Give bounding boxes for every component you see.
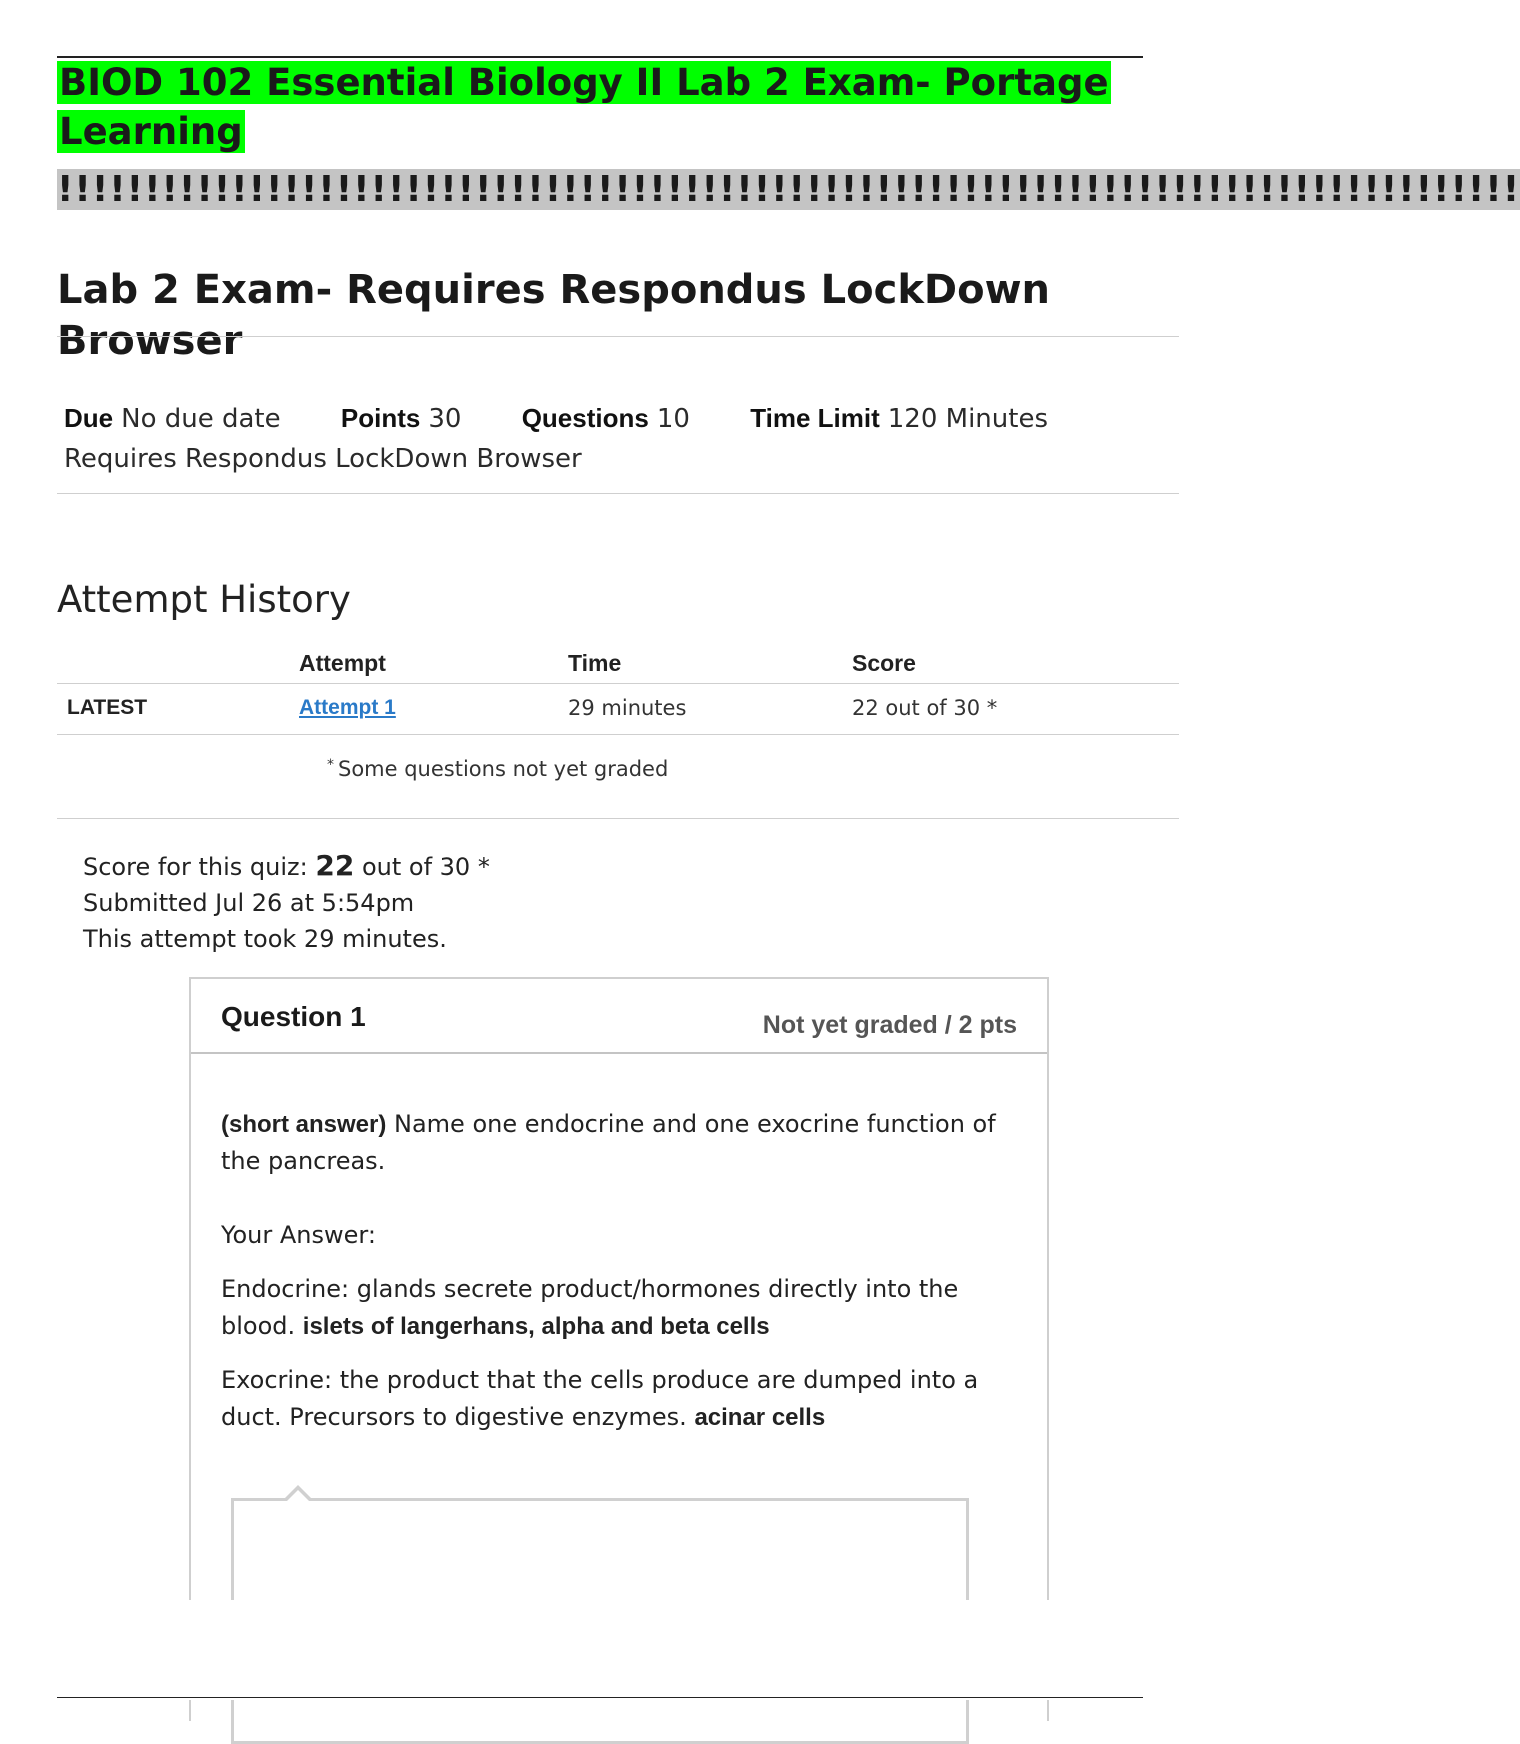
attempt-header-divider [57, 683, 1179, 684]
score-value: 22 [315, 849, 355, 882]
answer-endocrine-bold: islets of langerhans, alpha and beta cells [302, 1313, 770, 1340]
score-prefix: Score for this quiz: [83, 853, 308, 881]
grading-note [327, 757, 668, 781]
grading-note-text: Some questions not yet graded [338, 757, 669, 781]
bottom-rule [57, 1697, 1143, 1698]
meta-due-label: Due [64, 403, 114, 433]
meta-questions-value: 10 [656, 404, 690, 434]
meta-questions-label: Questions [521, 403, 649, 433]
meta-questions [522, 404, 690, 434]
latest-tag: LATEST [67, 696, 148, 719]
quiz-title: Lab 2 Exam- Requires Respondus LockDown Browser [57, 267, 1051, 364]
attempt-1-link[interactable]: Attempt 1 [299, 696, 396, 719]
question-body [221, 1106, 1011, 1453]
meta-divider [57, 493, 1179, 494]
grading-note-star: * [327, 757, 334, 773]
answer-endocrine [221, 1271, 1011, 1345]
quiz-meta [64, 398, 1094, 479]
page-margin [0, 1600, 1200, 1700]
question-prompt [221, 1106, 1011, 1180]
question-prompt-tag: (short answer) [221, 1111, 387, 1138]
attempt-time: 29 minutes [568, 696, 687, 720]
submitted-line: Submitted Jul 26 at 5:54pm [83, 889, 415, 917]
question-title: Question 1 [221, 1001, 366, 1032]
answer-label: Your Answer: [221, 1221, 376, 1249]
column-header-score: Score [852, 650, 916, 676]
question-header [191, 979, 1047, 1054]
exclamation-banner [57, 164, 1520, 215]
column-header-time: Time [568, 650, 622, 676]
meta-points-label: Points [340, 403, 421, 433]
attempt-history-heading: Attempt History [57, 578, 351, 621]
duration-line: This attempt took 29 minutes. [83, 925, 447, 953]
score-line [83, 848, 490, 885]
answer-exocrine-text: Exocrine: the product that the cells produce are dumped into a duct. Precursors to digestive enzymes. [221, 1366, 979, 1431]
question-status: Not yet graded / 2 pts [762, 1011, 1017, 1039]
quiz-summary [83, 848, 490, 957]
meta-due [64, 404, 281, 434]
meta-time-limit-value: 120 Minutes Requires Respondus LockDown Browser [64, 404, 1048, 474]
meta-points-value: 30 [428, 404, 462, 434]
answer-exocrine-bold: acinar cells [694, 1404, 826, 1431]
meta-points [341, 404, 462, 434]
meta-due-value: No due date [121, 404, 281, 434]
attempt-history-divider [57, 818, 1179, 819]
meta-time-limit-label: Time Limit [750, 403, 880, 433]
score-suffix: out of 30 * [361, 853, 490, 881]
attempt-row-divider [57, 734, 1179, 735]
attempt-score: 22 out of 30 * [852, 696, 998, 720]
document-title-text: BIOD 102 Essential Biology II Lab 2 Exam- Portage Learning [59, 61, 1109, 153]
exclamation-banner-text: !!!!!!!!!!!!!!!!!!!!!!!!!!!!!!!!!!!!!!!!!!!!!!!!!!!!!!!!!!!!!!!!!!!!!!!!!!!!!!!!!!!! [57, 169, 1520, 210]
column-header-attempt: Attempt [299, 650, 386, 676]
quiz-title-divider [57, 336, 1179, 337]
document-title [57, 58, 1157, 156]
answer-endocrine-text: Endocrine: glands secrete product/hormones directly into the blood. [221, 1275, 959, 1340]
question-prompt-text: Name one endocrine and one exocrine function of the pancreas. [221, 1110, 996, 1175]
answer-exocrine [221, 1362, 1011, 1436]
